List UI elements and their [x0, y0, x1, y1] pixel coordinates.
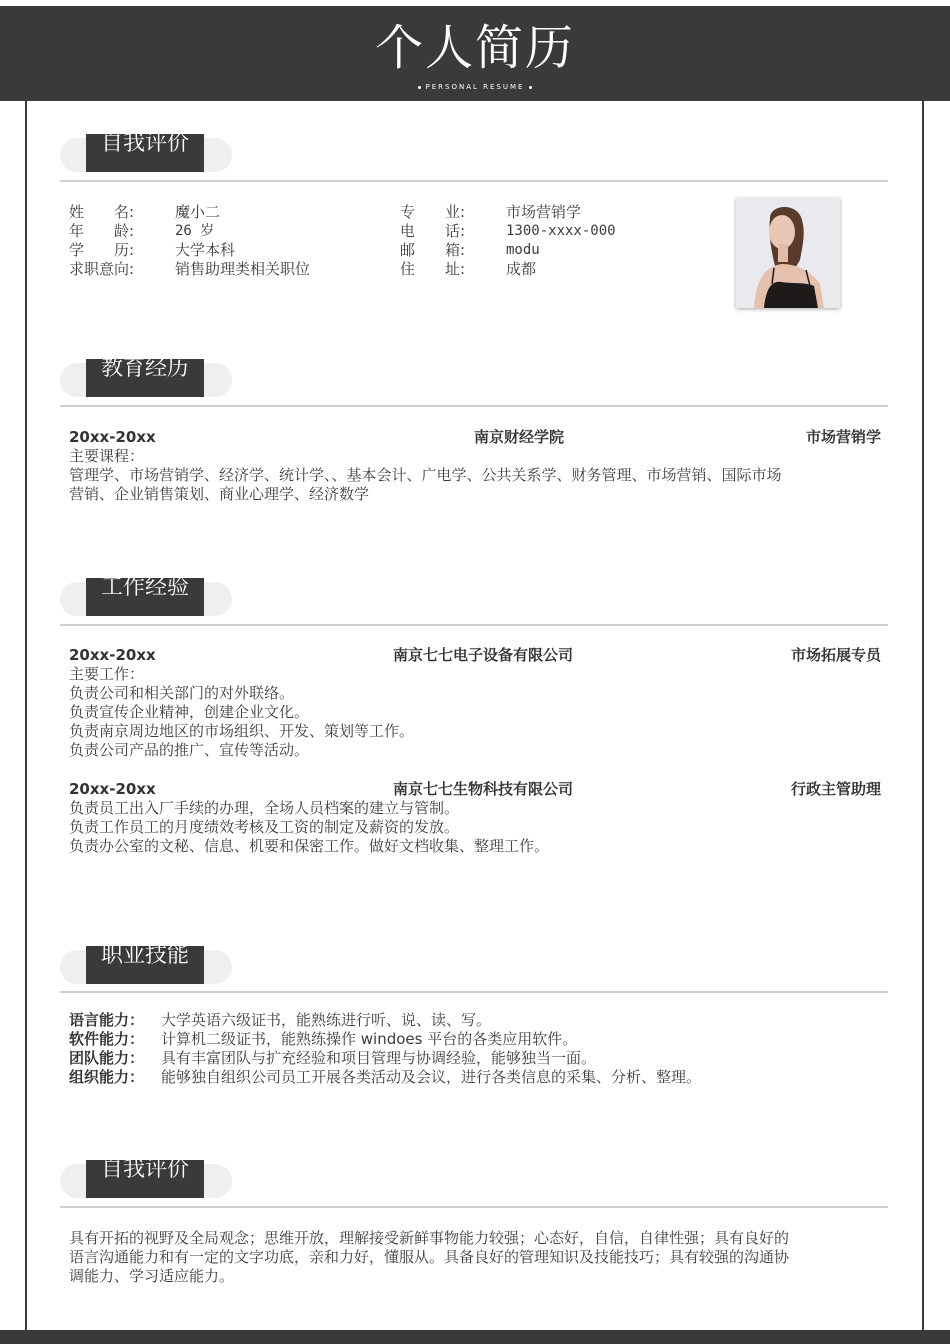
resume-title: 个人简历	[374, 20, 575, 76]
education-school: 南京财经学院	[473, 428, 564, 446]
section-divider	[60, 405, 888, 407]
section-label: 自我评价	[100, 1157, 189, 1182]
info-key: 学 历:	[69, 241, 135, 259]
resume-subtitle-text: PERSONAL RESUME	[425, 83, 525, 91]
section-divider	[60, 1206, 888, 1208]
skill-key: 团队能力：	[69, 1049, 145, 1067]
skill-language	[69, 1011, 491, 1030]
work-date: 20xx-20xx	[69, 780, 156, 798]
work-line: 负责员工出入厂手续的办理，全场人员档案的建立与管制。	[69, 799, 460, 817]
work-position: 市场拓展专员	[790, 646, 881, 664]
work-line: 负责公司和相关部门的对外联络。	[69, 684, 295, 702]
portrait-image	[736, 198, 840, 308]
work-line: 负责南京周边地区的市场组织、开发、策划等工作。	[69, 722, 415, 740]
section-divider	[60, 180, 888, 182]
info-value: 魔小二	[175, 203, 221, 221]
section-label: 职业技能	[100, 943, 189, 968]
work-position: 行政主管助理	[790, 780, 881, 798]
skill-value: 大学英语六级证书，能熟练进行听、说、读、写。	[161, 1011, 492, 1029]
resume-header	[0, 6, 950, 101]
work-entry-header	[69, 780, 881, 799]
info-key: 电 话:	[400, 222, 466, 240]
info-key: 年 龄:	[69, 222, 135, 240]
skill-organization	[69, 1068, 701, 1087]
work-company: 南京七七电子设备有限公司	[392, 646, 573, 664]
work-company: 南京七七生物科技有限公司	[392, 780, 573, 798]
skill-team	[69, 1049, 596, 1068]
education-major: 市场营销学	[805, 428, 881, 446]
skill-key: 组织能力：	[69, 1068, 145, 1086]
skill-key: 语言能力：	[69, 1011, 145, 1029]
frame-right-border	[922, 101, 924, 1331]
skill-value: 能够独自组织公司员工开展各类活动及会议，进行各类信息的采集、分析、整理。	[161, 1068, 702, 1086]
work-line: 主要工作：	[69, 665, 145, 683]
work-line: 负责办公室的文秘、信息、机要和保密工作。做好文档收集、整理工作。	[69, 837, 550, 855]
section-divider	[60, 624, 888, 626]
section-title-profile	[60, 131, 232, 174]
work-entry-header	[69, 646, 881, 665]
frame-left-border	[25, 101, 27, 1331]
section-label: 教育经历	[100, 356, 189, 381]
skill-software	[69, 1030, 577, 1049]
profile-photo	[736, 198, 840, 308]
education-courses	[69, 447, 881, 504]
work-description	[69, 665, 881, 760]
courses-line: 营销、企业销售策划、商业心理学、经济数学	[69, 485, 370, 503]
education-entry-header	[69, 428, 881, 447]
resume-subtitle	[0, 83, 950, 91]
info-key: 求职意向:	[69, 260, 135, 278]
courses-line: 管理学、市场营销学、经济学、统计学、、基本会计、广电学、公共关系学、财务管理、市场营销、国际市场	[69, 466, 782, 484]
skill-value: 具有丰富团队与扩充经验和项目管理与协调经验，能够独当一面。	[161, 1049, 597, 1067]
section-title-work	[60, 575, 232, 618]
info-value: 26 岁	[175, 223, 215, 239]
info-key: 专 业:	[400, 203, 466, 221]
section-title-evaluation	[60, 1157, 232, 1200]
info-value: 市场营销学	[506, 203, 582, 221]
info-value: 成都	[506, 260, 537, 278]
info-key: 邮 箱:	[400, 241, 466, 259]
education-date: 20xx-20xx	[69, 428, 156, 446]
work-line: 负责公司产品的推广、宣传等活动。	[69, 741, 310, 759]
work-date: 20xx-20xx	[69, 646, 156, 664]
work-line: 负责宣传企业精神，创建企业文化。	[69, 703, 310, 721]
section-divider	[60, 991, 888, 993]
evaluation-line: 调能力、学习适应能力。	[69, 1267, 235, 1285]
work-description	[69, 799, 881, 856]
section-label: 自我评价	[100, 131, 189, 156]
info-value: 1300-xxxx-000	[506, 223, 616, 239]
info-value: 销售助理类相关职位	[175, 260, 311, 278]
resume-footer-bar	[0, 1330, 950, 1344]
info-value: modu	[506, 242, 540, 258]
work-line: 负责工作员工的月度绩效考核及工资的制定及薪资的发放。	[69, 818, 460, 836]
info-value: 大学本科	[175, 241, 236, 259]
courses-label: 主要课程：	[69, 447, 145, 465]
evaluation-line: 语言沟通能力和有一定的文字功底，亲和力好，懂服从。具备良好的管理知识及技能技巧；具有较强的沟通协	[69, 1248, 790, 1266]
section-title-skills	[60, 943, 232, 986]
self-evaluation-text	[69, 1229, 881, 1286]
evaluation-line: 具有开拓的视野及全局观念；思维开放，理解接受新鲜事物能力较强；心态好，自信，自律性强；具有良好的	[69, 1229, 790, 1247]
dot-icon	[529, 86, 532, 89]
info-key: 住 址:	[400, 260, 466, 278]
skill-value: 计算机二级证书，能熟练操作 windoes 平台的各类应用软件。	[161, 1030, 578, 1048]
skill-key: 软件能力：	[69, 1030, 145, 1048]
section-title-education	[60, 356, 232, 399]
section-label: 工作经验	[100, 575, 189, 600]
dot-icon	[418, 86, 421, 89]
info-key: 姓 名:	[69, 203, 135, 221]
